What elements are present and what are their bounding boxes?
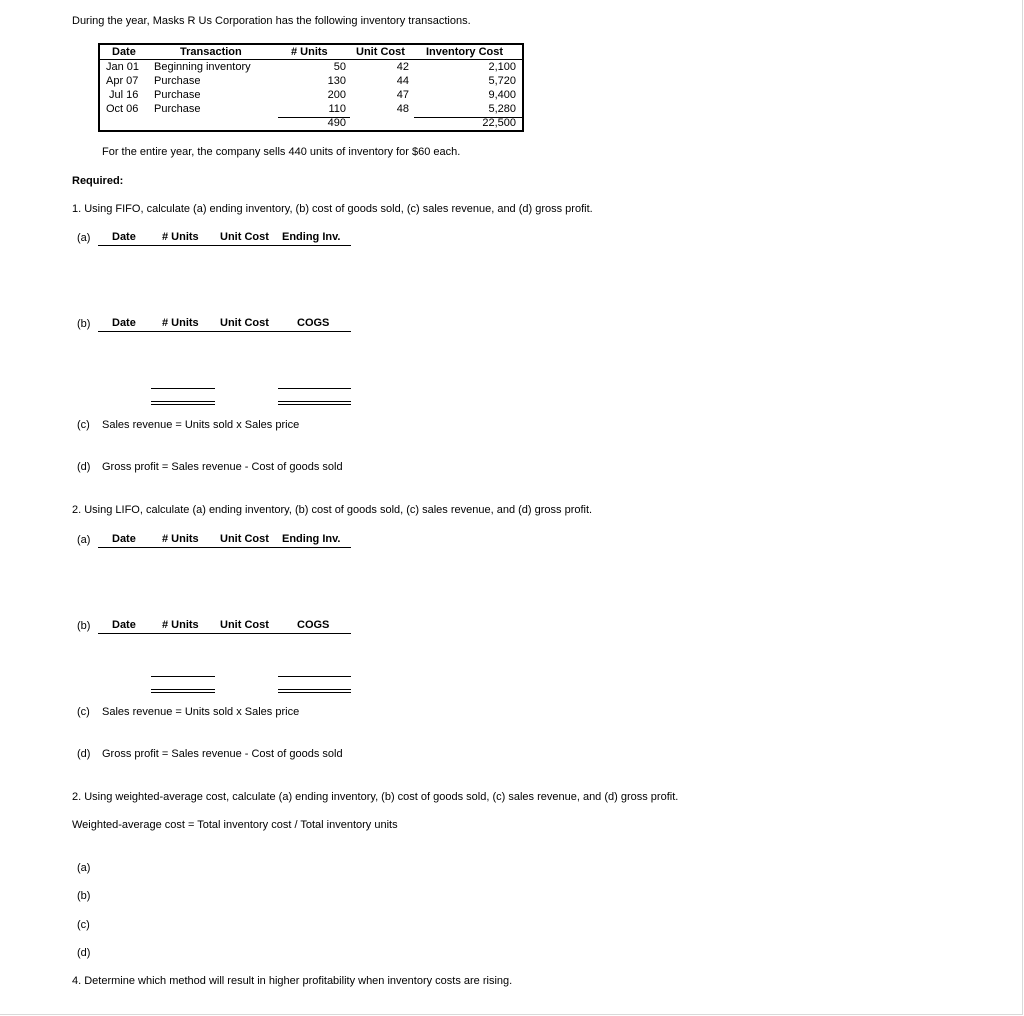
row-inventory-cost: 9,400 — [488, 89, 516, 101]
row-date: Apr 07 — [106, 75, 139, 87]
units-total-line — [151, 388, 215, 389]
col-units: # Units — [162, 619, 199, 631]
label-a: (a) — [77, 862, 91, 874]
label-a: (a) — [77, 534, 91, 546]
row-inventory-cost: 5,720 — [488, 75, 516, 87]
sales-revenue-formula: Sales revenue = Units sold x Sales price — [102, 419, 300, 431]
row-date: Jan 01 — [106, 61, 140, 73]
label-a: (a) — [77, 232, 91, 244]
col-units: # Units — [162, 231, 199, 243]
header-transaction: Transaction — [180, 46, 242, 58]
cogs-double-line — [278, 401, 351, 402]
label-c: (c) — [77, 706, 90, 718]
row-inventory-cost: 2,100 — [488, 61, 516, 73]
label-b: (b) — [77, 890, 91, 902]
col-date: Date — [112, 533, 136, 545]
label-b: (b) — [77, 620, 91, 632]
row-unit-cost: 42 — [396, 61, 409, 73]
units-double-line — [151, 404, 215, 405]
col-units: # Units — [162, 317, 199, 329]
label-d: (d) — [77, 461, 91, 473]
header-underline — [98, 331, 351, 332]
gross-profit-formula: Gross profit = Sales revenue - Cost of goods sold — [102, 461, 343, 473]
header-units: # Units — [291, 46, 328, 58]
label-c: (c) — [77, 919, 90, 931]
gross-profit-formula: Gross profit = Sales revenue - Cost of goods sold — [102, 748, 343, 760]
transactions-table — [98, 43, 524, 132]
header-date: Date — [112, 46, 136, 58]
col-date: Date — [112, 231, 136, 243]
row-units: 130 — [327, 75, 346, 87]
label-b: (b) — [77, 318, 91, 330]
row-date: Jul 16 — [109, 89, 139, 101]
sales-note: For the entire year, the company sells 440 units of inventory for $60 each. — [102, 146, 461, 158]
row-inventory-cost: 5,280 — [488, 103, 516, 115]
units-double-line — [151, 689, 215, 690]
col-ending-inv: Ending Inv. — [282, 533, 341, 545]
header-underline — [98, 547, 351, 548]
label-d: (d) — [77, 947, 91, 959]
question-4: 4. Determine which method will result in higher profitability when inventory costs are rising. — [72, 975, 513, 987]
required-heading: Required: — [72, 175, 124, 187]
total-units: 490 — [327, 117, 346, 129]
header-underline — [98, 633, 351, 634]
row-unit-cost: 47 — [396, 89, 409, 101]
row-date: Oct 06 — [106, 103, 139, 115]
row-units: 200 — [327, 89, 346, 101]
col-unit-cost: Unit Cost — [220, 619, 269, 631]
row-unit-cost: 44 — [396, 75, 409, 87]
col-date: Date — [112, 619, 136, 631]
col-unit-cost: Unit Cost — [220, 317, 269, 329]
row-transaction: Beginning inventory — [154, 61, 251, 73]
cogs-double-line — [278, 692, 351, 693]
row-unit-cost: 48 — [396, 103, 409, 115]
weighted-average-formula: Weighted-average cost = Total inventory cost / Total inventory units — [72, 819, 398, 831]
col-ending-inv: Ending Inv. — [282, 231, 341, 243]
total-cost: 22,500 — [482, 117, 516, 129]
col-date: Date — [112, 317, 136, 329]
question-2: 2. Using LIFO, calculate (a) ending inventory, (b) cost of goods sold, (c) sales revenue, and (d) gross profit. — [72, 504, 593, 516]
sales-revenue-formula: Sales revenue = Units sold x Sales price — [102, 706, 300, 718]
cogs-total-line — [278, 676, 351, 677]
units-double-line — [151, 401, 215, 402]
row-units: 50 — [333, 61, 346, 73]
units-total-line — [151, 676, 215, 677]
header-underline — [98, 245, 351, 246]
cogs-double-line — [278, 404, 351, 405]
col-unit-cost: Unit Cost — [220, 533, 269, 545]
question-1: 1. Using FIFO, calculate (a) ending inventory, (b) cost of goods sold, (c) sales revenue, and (d) gross profit. — [72, 203, 593, 215]
col-cogs: COGS — [297, 317, 330, 329]
header-inventory-cost: Inventory Cost — [426, 46, 504, 58]
question-3: 2. Using weighted-average cost, calculate (a) ending inventory, (b) cost of goods sold, (c) sales revenue, and (d) gross profit. — [72, 791, 679, 803]
col-units: # Units — [162, 533, 199, 545]
row-transaction: Purchase — [154, 89, 201, 101]
col-unit-cost: Unit Cost — [220, 231, 269, 243]
col-cogs: COGS — [297, 619, 330, 631]
header-unit-cost: Unit Cost — [356, 46, 405, 58]
label-c: (c) — [77, 419, 90, 431]
cogs-total-line — [278, 388, 351, 389]
units-double-line — [151, 692, 215, 693]
row-transaction: Purchase — [154, 103, 201, 115]
row-units: 110 — [328, 103, 346, 115]
cogs-double-line — [278, 689, 351, 690]
intro-text: During the year, Masks R Us Corporation has the following inventory transactions. — [72, 15, 471, 27]
label-d: (d) — [77, 748, 91, 760]
row-transaction: Purchase — [154, 75, 201, 87]
